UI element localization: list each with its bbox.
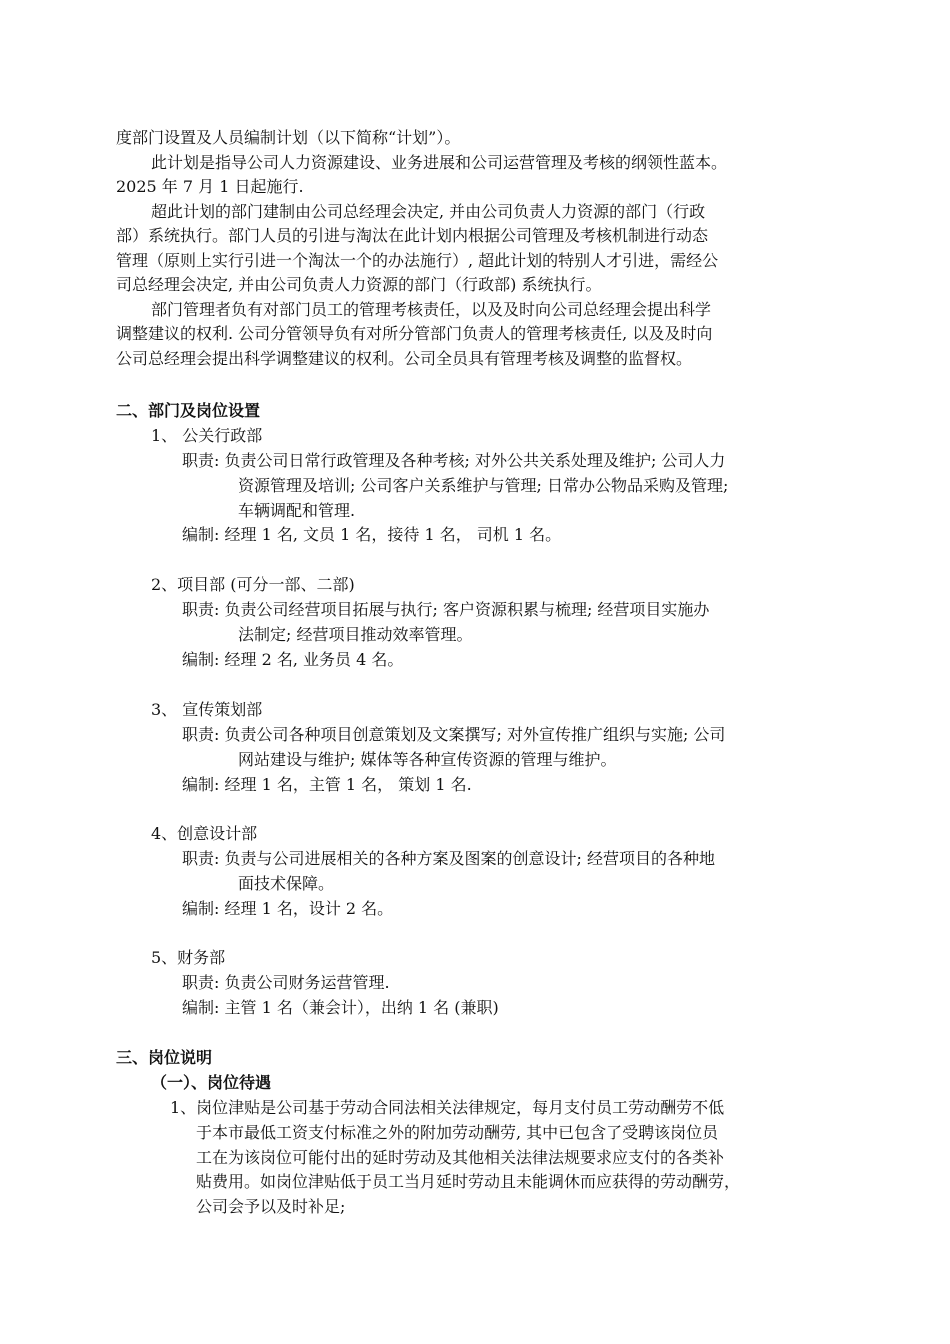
intro-line-7: 司总经理会决定, 并由公司负责人力资源的部门（行政部) 系统执行。: [116, 275, 602, 294]
dept-duty-line: 职责: 负责公司日常行政管理及各种考核; 对外公共关系处理及维护; 公司人力: [182, 451, 726, 470]
intro-line-6: 管理（原则上实行引进一个淘汰一个的办法施行）, 超此计划的特别人才引进，需经公: [116, 251, 719, 270]
subsection-heading: （一）、岗位待遇: [151, 1073, 272, 1092]
intro-line-5: 部）系统执行。部门人员的引进与淘汰在此计划内根据公司管理及考核机制进行动态: [116, 226, 709, 245]
intro-line-4: 超此计划的部门建制由公司总经理会决定, 并由公司负责人力资源的部门（行政: [151, 202, 706, 221]
dept-staff: 编制: 主管 1 名（兼会计），出纳 1 名 (兼职): [182, 998, 499, 1017]
intro-line-2: 此计划是指导公司人力资源建设、业务进展和公司运营管理及考核的纲领性蓝本。: [151, 153, 728, 172]
item-line: 于本市最低工资支付标准之外的附加劳动酬劳, 其中已包含了受聘该岗位员: [196, 1123, 719, 1142]
dept-duty-line: 面技术保障。: [238, 874, 335, 893]
item-line: 1、岗位津贴是公司基于劳动合同法相关法律规定，每月支付员工劳动酬劳不低: [170, 1098, 725, 1117]
dept-duty-line: 职责: 负责公司各种项目创意策划及文案撰写; 对外宣传推广组织与实施; 公司: [182, 725, 726, 744]
dept-duty-line: 法制定; 经营项目推动效率管理。: [238, 625, 473, 644]
dept-staff: 编制: 经理 1 名, 文员 1 名，接待 1 名， 司机 1 名。: [182, 525, 562, 544]
item-line: 贴费用。如岗位津贴低于员工当月延时劳动且未能调休而应获得的劳动酬劳，: [196, 1172, 741, 1191]
dept-staff: 编制: 经理 2 名, 业务员 4 名。: [182, 650, 404, 669]
dept-title: 1、 公关行政部: [151, 426, 263, 445]
dept-staff: 编制: 经理 1 名，主管 1 名， 策划 1 名.: [182, 775, 472, 794]
dept-title: 3、 宣传策划部: [151, 700, 263, 719]
intro-line-1: 度部门设置及人员编制计划（以下简称“计划”）。: [116, 128, 461, 147]
dept-duty-line: 职责: 负责公司经营项目拓展与执行; 客户资源积累与梳理; 经营项目实施办: [182, 600, 710, 619]
dept-duty-line: 网站建设与维护; 媒体等各种宣传资源的管理与维护。: [238, 750, 617, 769]
intro-line-8: 部门管理者负有对部门员工的管理考核责任，以及及时向公司总经理会提出科学: [151, 300, 712, 319]
section-heading: 三、岗位说明: [116, 1048, 213, 1067]
dept-staff: 编制: 经理 1 名，设计 2 名。: [182, 899, 394, 918]
item-line: 工在为该岗位可能付出的延时劳动及其他相关法律法规要求应支付的各类补: [196, 1148, 725, 1167]
dept-duty-line: 资源管理及培训; 公司客户关系维护与管理; 日常办公物品采购及管理;: [238, 476, 729, 495]
intro-line-3: 2025 年 7 月 1 日起施行.: [116, 177, 304, 196]
intro-line-9: 调整建议的权利. 公司分管领导负有对所分管部门负责人的管理考核责任, 以及及时向: [116, 324, 713, 343]
dept-title: 4、创意设计部: [151, 824, 258, 843]
item-line: 公司会予以及时补足;: [196, 1197, 346, 1216]
dept-title: 5、财务部: [151, 948, 226, 967]
dept-duty-line: 职责: 负责与公司进展相关的各种方案及图案的创意设计; 经营项目的各种地: [182, 849, 715, 868]
section-heading: 二、部门及岗位设置: [116, 401, 261, 420]
dept-duty-line: 车辆调配和管理.: [238, 501, 356, 520]
dept-title: 2、项目部 (可分一部、二部): [151, 575, 355, 594]
intro-line-10: 公司总经理会提出科学调整建议的权利。公司全员具有管理考核及调整的监督权。: [116, 349, 693, 368]
dept-duty-line: 职责: 负责公司财务运营管理.: [182, 973, 390, 992]
